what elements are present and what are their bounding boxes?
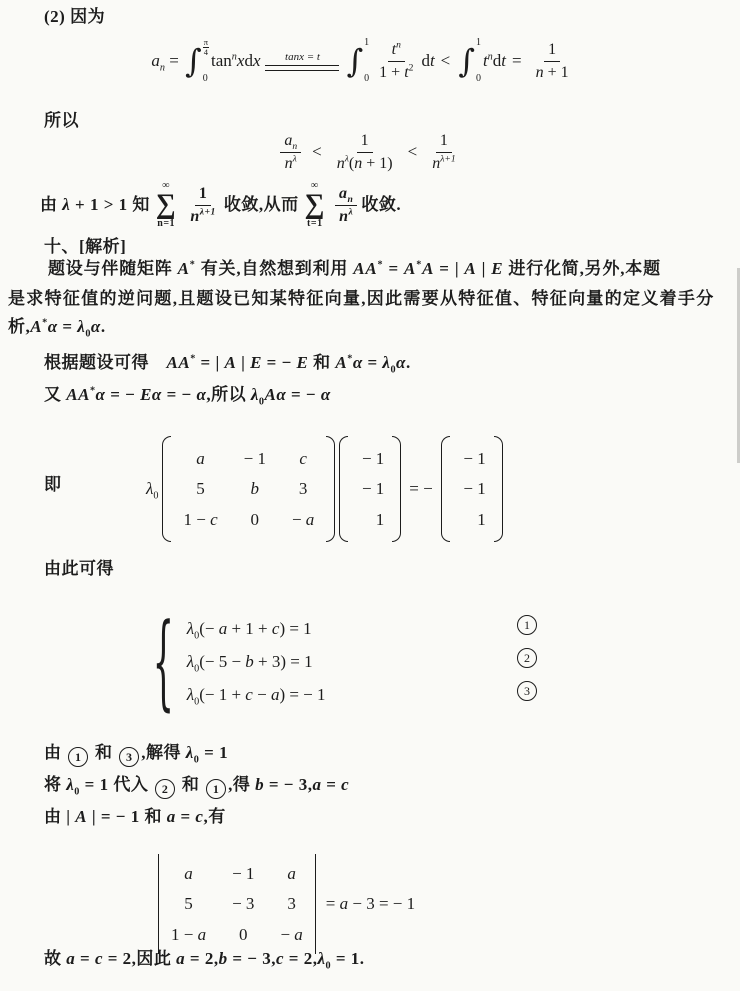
det-cell: 5 — [184, 894, 193, 914]
integral-limits — [364, 36, 369, 86]
thus-obtain-label: 由此可得 — [44, 559, 114, 578]
converges-end: 收敛. — [361, 194, 402, 214]
vector-cell: − 1 — [463, 479, 486, 499]
tag-circled-3: 3 — [517, 681, 537, 701]
conclusion-line: 故 a = c = 2,因此 a = 2,b = − $3,c = 2,\lambda_0 = 1$. — [44, 949, 365, 972]
less-than: < — [407, 142, 418, 161]
det-cell: − 3 — [232, 894, 255, 914]
vector-cell: − 1 — [463, 448, 486, 468]
equation-2: $\lambda_0(- 5 - b + 3) = 1$ — [186, 651, 313, 674]
summation-t: ∞ ∑ t=1 — [304, 180, 326, 229]
integral-sign: ∫ — [185, 41, 202, 80]
lambda-condition: 由 λ + 1 > 1 知 — [40, 194, 150, 214]
substitute-line: 将 $\lambda_0 = 1$ 代入 2 和 1 ,得 b = − 3,a = c — [44, 775, 350, 798]
matrix-cell: 0 — [250, 509, 260, 529]
matrix-cell: 3 — [298, 479, 308, 499]
suoyi-label: 所以 — [44, 111, 79, 130]
matrix-cell: 1 − c — [183, 509, 218, 529]
limit-pi-over-4: π 4 — [203, 37, 209, 58]
result-vector — [450, 443, 494, 536]
integral-sign: ∫ — [458, 41, 475, 80]
matrix-cell: − a — [291, 509, 315, 529]
summation-n: ∞ ∑ n=1 — [155, 180, 177, 229]
vector-cell: − 1 — [361, 448, 385, 468]
equals: = — [512, 51, 522, 70]
section-ten-heading: 十、[解析] — [44, 237, 127, 256]
ji-label: 即 — [44, 475, 62, 494]
part2-because-label: (2) 因为 — [44, 7, 106, 26]
less-than: < — [312, 142, 322, 161]
formula-an-integral — [0, 26, 734, 96]
right-paren — [326, 436, 335, 542]
matrix-cell: b — [250, 479, 260, 499]
fraction-an-over-nlambda: $\frac{a_n}{n^\lambda}$ — [335, 185, 357, 225]
equation-system — [150, 600, 326, 721]
formula-inequality — [0, 126, 740, 178]
equals-minus: = − — [409, 479, 433, 498]
upper-limit: 1 — [364, 37, 370, 48]
sigma-sign: ∑ — [304, 189, 326, 221]
less-than: < — [440, 51, 451, 70]
substitution-note — [265, 51, 339, 71]
det-cell: 3 — [287, 894, 296, 914]
integrand-tn-dt: $t^ndt$ — [482, 51, 506, 70]
upper-limit: 1 — [475, 37, 481, 48]
determinant-equation — [158, 854, 415, 954]
integral-limits — [203, 36, 209, 86]
left-paren — [441, 436, 450, 542]
matrix-cell: 5 — [196, 479, 205, 499]
eigenvector — [348, 443, 392, 536]
right-paren — [392, 436, 401, 542]
integral-limits — [476, 36, 481, 86]
det-cell: a — [287, 863, 296, 883]
matrix-A — [171, 443, 326, 536]
substitution-label: tanx = t — [285, 51, 320, 63]
fraction-an-over-nlambda: $\frac{a_n}{n^\lambda}$ — [280, 132, 301, 172]
left-paren — [162, 436, 171, 542]
system-equations — [187, 612, 326, 711]
fraction-1-over-nlambdap1: $\frac{1}{n^{\lambda+1}}$ — [432, 131, 456, 172]
integrand-tan: $\tan^nxdx$ — [211, 51, 261, 70]
det-cell: 0 — [239, 924, 248, 944]
integral-sign: ∫ — [346, 41, 364, 80]
also-line: 又 AA*α = − Eα = − α,所以 $\lambda_0A\alpha$ = − α — [44, 385, 331, 408]
det-cell: a — [184, 863, 193, 883]
matrix-cell: c — [299, 448, 307, 468]
equation-1: $\lambda_0(- a + 1 + c) = 1$ — [186, 618, 312, 641]
system-brace: { — [152, 600, 175, 721]
right-paren — [494, 436, 503, 542]
converges-thus: 收敛,从而 — [223, 194, 299, 214]
dt-token: dt — [421, 51, 435, 70]
matrix-cell: − 1 — [243, 448, 266, 468]
determinant-result: = a − 3 = − 1 — [325, 894, 416, 913]
matrix-equation — [146, 436, 503, 542]
det-cell: − 1 — [232, 863, 255, 883]
solve-lambda-line: 由 1 和 3 ,解得 $\lambda_0 = 1$ — [44, 743, 229, 766]
integral-0-pi4 — [185, 36, 209, 86]
formula-lhs: $a_n$ = — [151, 51, 184, 74]
tag-circled-2: 2 — [517, 648, 537, 668]
fraction-tn-over-1pt2: $\frac{t^n}{1 + t^2}$ — [379, 39, 414, 81]
matrix-cell: a — [196, 448, 205, 468]
vector-cell: 1 — [477, 509, 486, 529]
analysis-paragraph-line1: 题设与伴随矩阵 A* 有关,自然想到利用 AA* = A*A = | A | E 进行化简,另外,本题 — [48, 259, 661, 278]
equation-3: $\lambda_0(- 1 + c - a)$ = − 1 — [186, 684, 326, 707]
convergence-line — [40, 176, 401, 234]
vector-cell: − 1 — [361, 479, 385, 499]
tag-circled-1: 1 — [517, 615, 537, 635]
integral-0-1-b — [458, 36, 481, 86]
determinant-condition-line: 由 | A | = − 1 和 a = c,有 — [44, 807, 226, 826]
integral-0-1-a — [346, 36, 369, 86]
double-rule — [265, 65, 339, 71]
determinant-bar — [315, 854, 316, 954]
lower-limit: 0 — [475, 73, 481, 84]
det-cell: − a — [280, 924, 303, 944]
det-cell: 1 − a — [171, 924, 207, 944]
left-paren — [339, 436, 348, 542]
analysis-paragraph-line2: 是求特征值的逆问题,且题设已知某特征向量,因此需要从特征值、特征向量的定义着手分 — [8, 289, 715, 308]
analysis-paragraph-line3: 析$,A^*\alpha = \lambda_0\alpha$. — [8, 317, 106, 340]
fraction-1-over-nlambda-np1: $\frac{1}{n^\lambda(n + 1)}$ — [336, 131, 393, 172]
from-premise-line: 根据题设可得 AA* = | A | E = − E 和 $A^*\alpha = \lambda_0\alpha$. — [44, 353, 411, 376]
lower-limit: 0 — [202, 73, 208, 84]
fraction-1-over-np1: $\frac{1}{n + 1}$ — [535, 40, 569, 81]
lower-limit: 0 — [364, 73, 370, 84]
vector-cell: 1 — [375, 509, 385, 529]
sigma-sign: ∑ — [155, 189, 177, 221]
fraction-1-over-nlambdap1: $\frac{1}{n^{\lambda+1}}$ — [190, 184, 216, 225]
lambda0-coefficient: $\lambda_0$ — [146, 479, 159, 502]
determinant-matrix — [159, 858, 315, 951]
